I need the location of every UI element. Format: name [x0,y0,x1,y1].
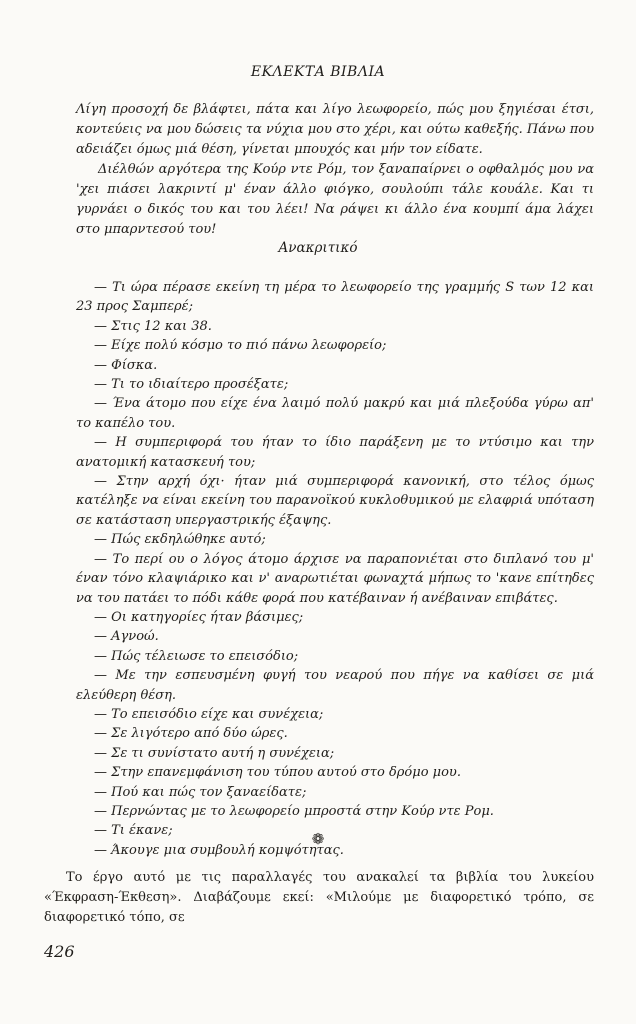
outro-paragraph: Το έργο αυτό με τις παραλλαγές του ανακαλεί τα βιβλία του λυκείου «Έκφραση-Έκθεση». Διαβάζουμε εκεί: «Μιλούμε με διαφορετικό τρόπο, σε διαφορετικό τόπο, σε [44,870,594,925]
dialogue-line: — Οι κατηγορίες ήταν βάσιμες; [94,609,304,625]
dialogue [76,278,594,860]
flower-ornament-icon: ❁ [311,830,325,848]
dialogue-line: — Στις 12 και 38. [94,318,212,334]
intro-text [76,100,594,240]
dialogue-line: — Άκουγε μια συμβουλή κομψότητας. [94,842,344,858]
dialogue-line: — Το επεισόδιο είχε και συνέχεια; [94,706,324,722]
dialogue-line: — Με την εσπευσμένη φυγή του νεαρού που πήγε να καθίσει σε μιά ελεύθερη θέση. [76,668,594,703]
dialogue-line: — Τι ώρα πέρασε εκείνη τη μέρα το λεωφορείο της γραμμής S των 12 και 23 προς Σαμπερέ; [76,280,594,315]
dialogue-line: — Ένα άτομο που είχε ένα λαιμό πολύ μακρύ και μιά πλεξούδα γύρω απ' το καπέλο του. [76,396,594,431]
dialogue-line: — Σε τι συνίστατο αυτή η συνέχεια; [94,745,335,761]
dialogue-line: — Σε λιγότερο από δύο ώρες. [94,726,288,742]
page-number: 426 [44,942,75,961]
dialogue-line: — Τι έκανε; [94,823,173,839]
intro-paragraph: Λίγη προσοχή δε βλάφτει, πάτα και λίγο λεωφορείο, πώς μου ξηγιέσαι έτσι, κοντεύεις να μου δώσεις τα νύχια μου στο χέρι, και ούτω καθεξής. Πάνω που αδειάζει όμως μιά θέση, γίνεται μπουχός και μήν τον είδατε. [76,102,594,157]
dialogue-line: — Είχε πολύ κόσμο το πιό πάνω λεωφορείο; [94,338,387,354]
dialogue-line: — Τι το ιδιαίτερο προσέξατε; [94,377,289,393]
running-head: ΕΚΛΕΚΤΑ ΒΙΒΛΙΑ [250,64,386,80]
intro-paragraph: Διέλθών αργότερα της Κούρ ντε Ρόμ, τον ξαναπαίρνει ο οφθαλμός μου να 'χει πιάσει λακριντί μ' έναν άλλο φιόγκο, σουλούπι τάλε κουάλε. Και τι γυρνάει ο δικός του και του λέει! Να ράψει κι άλλο ένα κουμπί άμα λάχει στο μπαρντεσού του! [76,162,594,237]
dialogue-line: — Στην επανεμφάνιση του τύπου αυτού στο δρόμο μου. [94,765,461,781]
dialogue-line: — Πώς εκδηλώθηκε αυτό; [94,532,266,548]
dialogue-line: — Στην αρχή όχι· ήταν μιά συμπεριφορά κανονική, στο τέλος όμως κατέληξε να είναι εκείνη του παρανοϊκού κυκλοθυμικού με ελαφριά υπόταση σε κατάσταση υπεργαστρικής έξαψης. [76,474,594,528]
dialogue-line: — Φίσκα. [94,357,158,373]
dialogue-line: — Πώς τέλειωσε το επεισόδιο; [94,648,299,664]
dialogue-line: — Το περί ου ο λόγος άτομο άρχισε να παραπονιέται στο διπλανό του μ' έναν τόνο κλαψιάρικο και ν' αναρωτιέται φωναχτά μήπως το 'κανε επίτηδες να του πατάει το πόδι κάθε φορά που κατέβαιναν ή ανέβαιναν επιβάτες. [76,551,594,606]
dialogue-line: — Πού και πώς τον ξαναείδατε; [94,784,307,800]
dialogue-line: — Αγνοώ. [94,629,159,645]
dialogue-line: — Η συμπεριφορά του ήταν το ίδιο παράξενη με το ντύσιμο και την ανατομική κατασκευή του; [76,435,594,470]
dialogue-line: — Περνώντας με το λεωφορείο μπροστά στην Κούρ ντε Ρομ. [94,803,494,819]
section-title: Ανακριτικό [278,240,358,256]
outro-text [44,868,594,928]
